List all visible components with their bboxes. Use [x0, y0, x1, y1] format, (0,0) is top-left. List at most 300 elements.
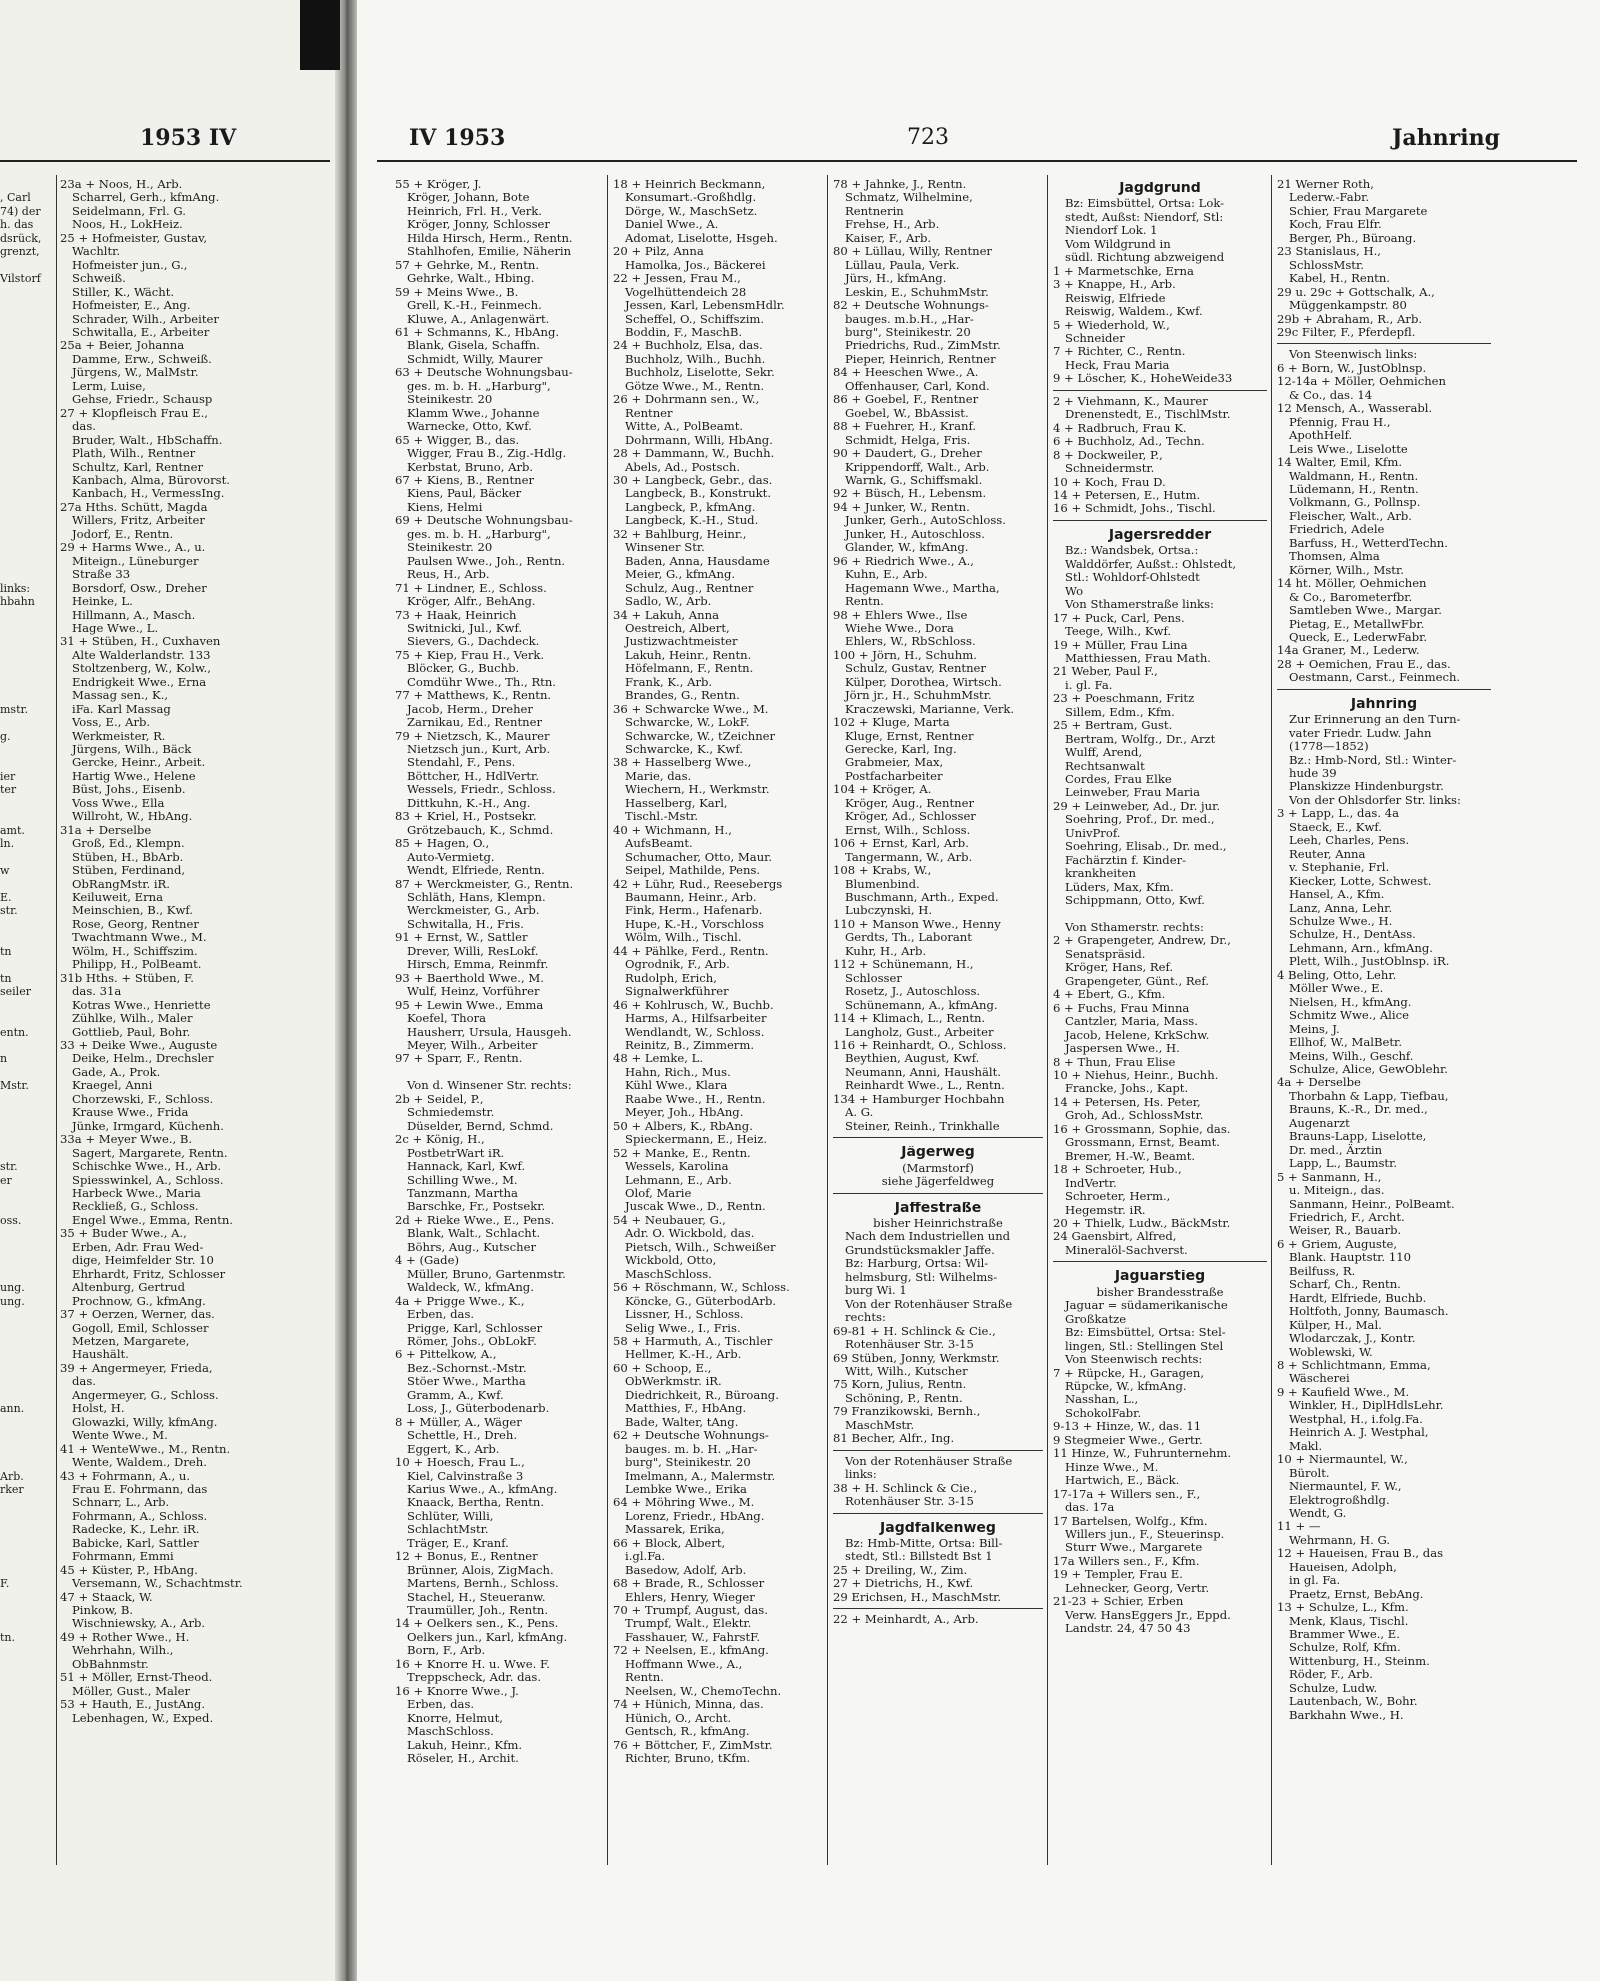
cropped-entry-fragment: tn — [0, 971, 12, 985]
directory-entry: Kuhr, H., Arb. — [845, 944, 927, 958]
directory-entry: 51 + Möller, Ernst-Theod. — [60, 1671, 213, 1685]
directory-entry: Blöcker, G., Buchb. — [407, 662, 520, 676]
directory-entry: Prochnow, G., kfmAng. — [72, 1294, 206, 1308]
directory-entry: 81 Becher, Alfr., Ing. — [833, 1432, 955, 1446]
directory-entry: 17 + Puck, Carl, Pens. — [1053, 611, 1185, 625]
directory-entry: Boddin, F., MaschB. — [625, 325, 743, 339]
cropped-entry-fragment — [0, 1200, 60, 1213]
directory-entry: Stoltzenberg, W., Kolw., — [72, 662, 211, 676]
directory-entry: Lautenbach, W., Bohr. — [1289, 1695, 1418, 1709]
directory-entry: Selig Wwe., I., Fris. — [625, 1321, 741, 1335]
directory-entry: Justizwachtmeister — [625, 635, 738, 649]
cropped-entry-fragment — [0, 716, 60, 729]
directory-entry: ges. m. b. H. „Harburg", — [407, 527, 551, 541]
directory-entry: 53 + Hauth, E., JustAng. — [60, 1698, 206, 1712]
directory-entry: Stendahl, F., Pens. — [407, 756, 516, 770]
directory-entry: Cantzler, Maria, Mass. — [1065, 1015, 1198, 1029]
column-divider — [607, 175, 608, 1865]
directory-entry: v. Stephanie, Frl. — [1289, 861, 1390, 875]
directory-entry: Schwitalla, E., Arbeiter — [72, 325, 210, 339]
directory-entry: Raabe Wwe., H., Rentn. — [625, 1092, 766, 1106]
directory-entry: 6 + Griem, Auguste, — [1277, 1237, 1398, 1251]
directory-entry: Tangermann, W., Arb. — [845, 850, 973, 864]
directory-entry: Engel Wwe., Emma, Rentn. — [72, 1213, 233, 1227]
directory-entry: Hartig Wwe., Helene — [72, 769, 196, 783]
directory-entry: Priedrichs, Rud., ZimMstr. — [845, 339, 1001, 353]
directory-entry: Waldeck, W., kfmAng. — [407, 1281, 534, 1295]
directory-entry: & Co., Barometerfbr. — [1289, 590, 1413, 604]
directory-entry: Lebenhagen, W., Exped. — [72, 1711, 214, 1725]
directory-entry: Großkatze — [1065, 1312, 1127, 1326]
right-header-rule — [377, 160, 1577, 162]
directory-entry: Martens, Bernh., Schloss. — [407, 1577, 559, 1591]
directory-entry: SchlachtMstr. — [407, 1523, 489, 1537]
directory-entry: 82 + Deutsche Wohnungs- — [833, 299, 989, 313]
directory-entry: bauges. m. b. H. „Har- — [625, 1442, 758, 1456]
directory-entry: Bz: Eimsbüttel, Ortsa: Lok- — [1065, 197, 1225, 211]
cropped-entry-fragment — [0, 1564, 60, 1577]
directory-entry: 76 + Böttcher, F., ZimMstr. — [613, 1738, 773, 1752]
directory-entry: Wittenburg, H., Steinm. — [1289, 1654, 1430, 1668]
directory-entry: Jodorf, E., Rentn. — [72, 527, 174, 541]
directory-entry: 11 Hinze, W., Fuhrunternehm. — [1053, 1447, 1231, 1461]
directory-entry: Versemann, W., Schachtmstr. — [72, 1577, 243, 1591]
cropped-entry-fragment: str. — [0, 1160, 18, 1174]
cropped-entry-fragment — [0, 1308, 60, 1321]
directory-entry: Willroht, W., HbAng. — [72, 810, 193, 824]
directory-entry: (1778—1852) — [1289, 740, 1369, 754]
street-subheading: (Marmstorf) — [902, 1161, 974, 1175]
directory-entry: Brünner, Alois, ZigMach. — [407, 1563, 554, 1577]
cropped-entry-fragment — [0, 635, 60, 648]
directory-entry: Meyer, Joh., HbAng. — [625, 1106, 744, 1120]
directory-entry: Menk, Klaus, Tischl. — [1289, 1614, 1409, 1628]
directory-entry: Makl. — [1289, 1439, 1323, 1453]
directory-entry: 36 + Schwarcke Wwe., M. — [613, 702, 769, 716]
directory-entry: 37 + Oerzen, Werner, das. — [60, 1308, 215, 1322]
directory-entry: Daniel Wwe., A. — [625, 218, 719, 232]
cropped-entry-fragment — [0, 1362, 60, 1375]
cropped-entry-fragment — [0, 541, 60, 554]
directory-entry: Haushält. — [72, 1348, 129, 1362]
directory-entry: Von Steenwisch links: — [1289, 348, 1418, 362]
directory-entry: 14 Walter, Emil, Kfm. — [1277, 456, 1402, 470]
directory-entry: Schünemann, A., kfmAng. — [845, 998, 998, 1012]
directory-entry: Bremer, H.-W., Beamt. — [1065, 1149, 1196, 1163]
directory-entry: 27a Hths. Schütt, Magda — [60, 500, 208, 514]
directory-entry: Spieckermann, E., Heiz. — [625, 1133, 768, 1147]
directory-entry: Jessen, Karl, LebensmHdlr. — [625, 299, 785, 313]
directory-entry: Wölm, Wilh., Tischl. — [625, 931, 742, 945]
directory-entry: Grötzebauch, K., Schmd. — [407, 823, 554, 837]
directory-entry: Lanz, Anna, Lehr. — [1289, 901, 1393, 915]
directory-entry: Teege, Wilh., Kwf. — [1065, 625, 1172, 639]
directory-entry: vater Friedr. Ludw. Jahn — [1289, 726, 1432, 740]
directory-entry: iFa. Karl Massag — [72, 702, 171, 716]
directory-entry: Sievers, G., Dachdeck. — [407, 635, 540, 649]
directory-entry: Rudolph, Erich, — [625, 971, 717, 985]
directory-entry: 31a + Derselbe — [60, 823, 152, 837]
column-divider — [1047, 175, 1048, 1865]
directory-entry: 11 + — — [1277, 1520, 1321, 1534]
directory-entry: dige, Heimfelder Str. 10 — [72, 1254, 214, 1268]
directory-entry: 108 + Krabs, W., — [833, 864, 932, 878]
directory-entry: Lederw.-Fabr. — [1289, 191, 1370, 205]
cropped-entry-fragment — [0, 461, 60, 474]
directory-entry: Bertram, Wolfg., Dr., Arzt — [1065, 732, 1216, 746]
directory-entry: 48 + Lemke, L. — [613, 1052, 704, 1066]
directory-entry: 69 + Deutsche Wohnungsbau- — [395, 514, 573, 528]
directory-entry: 62 + Deutsche Wohnungs- — [613, 1429, 769, 1443]
directory-entry: 79 Franzikowski, Bernh., — [833, 1405, 981, 1419]
directory-entry: Böttcher, H., HdlVertr. — [407, 769, 540, 783]
directory-entry: 54 + Neubauer, G., — [613, 1213, 726, 1227]
left-column-divider — [56, 175, 57, 1865]
directory-entry: Hasselberg, Karl, — [625, 796, 728, 810]
street-heading: Jägerweg — [901, 1146, 975, 1160]
street-subheading: siehe Jägerfeldweg — [881, 1175, 995, 1189]
directory-entry: Schmatz, Wilhelmine, — [845, 191, 973, 205]
directory-entry: Senatspräsid. — [1065, 947, 1146, 961]
directory-entry: Bürolt. — [1289, 1466, 1330, 1480]
directory-entry: Reiswig, Waldem., Kwf. — [1065, 305, 1203, 319]
cropped-entry-fragment — [0, 609, 60, 622]
cropped-entry-fragment — [0, 918, 60, 931]
section-separator — [1053, 1261, 1267, 1266]
directory-entry: Kabel, H., Rentn. — [1289, 272, 1390, 286]
directory-entry: Leinweber, Frau Maria — [1065, 786, 1201, 800]
directory-entry: Stüben, Ferdinand, — [72, 864, 186, 878]
directory-entry: 66 + Block, Albert, — [613, 1536, 726, 1550]
directory-entry: stedt, Stl.: Billstedt Bst 1 — [845, 1550, 993, 1564]
directory-entry: Von der Ohlsdorfer Str. links: — [1289, 793, 1461, 807]
directory-entry: Hofmeister, E., Ang. — [72, 299, 191, 313]
directory-entry: Gehrke, Walt., Hbing. — [407, 272, 535, 286]
cropped-entry-fragment — [0, 407, 60, 420]
directory-entry: UnivProf. — [1065, 826, 1121, 840]
directory-entry: burg", Steinikestr. 20 — [625, 1456, 751, 1470]
directory-entry: Barkhahn Wwe., H. — [1289, 1708, 1404, 1722]
directory-entry: Junker, H., Autoschloss. — [845, 527, 985, 541]
directory-entry: Buchholz, Wilh., Buchh. — [625, 352, 766, 366]
cropped-entry-fragment — [0, 447, 60, 460]
directory-entry: Zur Erinnerung an den Turn- — [1289, 713, 1461, 727]
cropped-entry-fragment: Arb. — [0, 1469, 24, 1483]
directory-entry: ObRangMstr. iR. — [72, 877, 170, 891]
directory-entry: Stiller, K., Wächt. — [72, 285, 175, 299]
directory-entry: 100 + Jörn, H., Schuhm. — [833, 648, 977, 662]
directory-entry: 93 + Baerthold Wwe., M. — [395, 971, 544, 985]
directory-entry: Mineralöl-Sachverst. — [1065, 1243, 1188, 1257]
directory-entry: Rosetz, J., Autoschloss. — [845, 985, 981, 999]
directory-entry: SchokolFabr. — [1065, 1406, 1142, 1420]
directory-entry: Drever, Willi, ResLokf. — [407, 944, 539, 958]
cropped-entry-fragment — [0, 1147, 60, 1160]
directory-entry: 91 + Ernst, W., Sattler — [395, 931, 528, 945]
directory-entry: Kühl Wwe., Klara — [625, 1079, 728, 1093]
directory-entry: Miteign., Lüneburger — [72, 554, 199, 568]
cropped-entry-fragment — [0, 1106, 60, 1119]
directory-entry: Wigger, Frau B., Zig.-Hdlg. — [407, 447, 567, 461]
directory-entry: 9 Stegmeier Wwe., Gertr. — [1053, 1433, 1203, 1447]
directory-entry: 4 + (Gade) — [395, 1254, 459, 1268]
directory-entry: 104 + Kröger, A. — [833, 783, 932, 797]
directory-entry: burg Wi. 1 — [845, 1284, 907, 1298]
directory-entry: 12 Mensch, A., Wasserabl. — [1277, 402, 1433, 416]
directory-entry: 25 + Dreiling, W., Zim. — [833, 1563, 968, 1577]
directory-entry: 4 + Ebert, G., Kfm. — [1053, 988, 1166, 1002]
directory-entry: Pietag, E., MetallwFbr. — [1289, 617, 1425, 631]
directory-entry: Rechtsanwalt — [1065, 759, 1145, 773]
directory-entry: Abels, Ad., Postsch. — [625, 460, 741, 474]
directory-entry: Tischl.-Mstr. — [625, 810, 699, 824]
directory-entry: Müggenkampstr. 80 — [1289, 299, 1407, 313]
directory-entry: 39 + Angermeyer, Frieda, — [60, 1361, 213, 1375]
cropped-entry-fragment — [0, 1389, 60, 1402]
directory-entry: 16 + Knorre H. u. Wwe. F. — [395, 1657, 550, 1671]
directory-entry: 47 + Staack, W. — [60, 1590, 153, 1604]
directory-entry: Jacob, Herm., Dreher — [407, 702, 533, 716]
directory-entry: Wessels, Karolina — [625, 1160, 729, 1174]
directory-entry: Barfuss, H., WetterdTechn. — [1289, 536, 1448, 550]
directory-entry: 10 + Niermauntel, W., — [1277, 1453, 1408, 1467]
directory-entry: 67 + Kiens, B., Rentner — [395, 473, 535, 487]
directory-entry: Voss, E., Arb. — [72, 716, 151, 730]
column-divider — [1271, 175, 1272, 1865]
directory-entry: Frehse, H., Arb. — [845, 218, 940, 232]
directory-entry: Waldmann, H., Rentn. — [1289, 469, 1419, 483]
directory-entry: Scheffel, O., Schiffszim. — [625, 312, 765, 326]
directory-entry: Bz: Hmb-Mitte, Ortsa: Bill- — [845, 1536, 1003, 1550]
directory-entry: helmsburg, Stl: Wilhelms- — [845, 1270, 998, 1284]
cropped-entry-fragment — [0, 380, 60, 393]
directory-entry: Lakuh, Heinr., Rentn. — [625, 648, 752, 662]
street-heading: Jagdgrund — [1119, 182, 1201, 196]
directory-entry: Jaguar = südamerikanische — [1065, 1299, 1228, 1313]
directory-entry: Augenarzt — [1289, 1116, 1350, 1130]
cropped-entry-fragment: ann. — [0, 1402, 25, 1416]
directory-entry: Kröger, Jonny, Schlosser — [407, 218, 550, 232]
directory-entry: Radecke, K., Lehr. iR. — [72, 1523, 200, 1537]
directory-entry: Wickbold, Otto, — [625, 1254, 717, 1268]
directory-entry: Altenburg, Gertrud — [72, 1281, 186, 1295]
directory-entry: Blank, Walt., Schlacht. — [407, 1227, 541, 1241]
directory-entry: 24 + Buchholz, Elsa, das. — [613, 339, 763, 353]
directory-entry: Pietsch, Wilh., Schweißer — [625, 1240, 776, 1254]
directory-entry: Brauns, K.-R., Dr. med., — [1289, 1103, 1428, 1117]
directory-entry: Soehring, Prof., Dr. med., — [1065, 813, 1215, 827]
directory-entry: Meins, Wilh., Geschf. — [1289, 1049, 1414, 1063]
directory-entry: 17 Bartelsen, Wolfg., Kfm. — [1053, 1514, 1208, 1528]
directory-entry: 9-13 + Hinze, W., das. 11 — [1053, 1420, 1202, 1434]
directory-entry: Buschmann, Arth., Exped. — [845, 891, 999, 905]
directory-entry: MaschSchloss. — [407, 1725, 494, 1739]
directory-entry: Trumpf, Walt., Elektr. — [625, 1617, 752, 1631]
directory-entry: Nielsen, H., kfmAng. — [1289, 995, 1412, 1009]
directory-entry: 86 + Goebel, F., Rentner — [833, 393, 979, 407]
directory-entry: Wehrhahn, Wilh., — [72, 1644, 174, 1658]
directory-entry: Gogoll, Emil, Schlosser — [72, 1321, 209, 1335]
directory-entry: Dittkuhn, K.-H., Ang. — [407, 796, 531, 810]
directory-entry: Scharrel, Gerh., kfmAng. — [72, 191, 220, 205]
directory-entry: Thomsen, Alma — [1289, 550, 1380, 564]
directory-entry: Blank, Gisela, Schaffn. — [407, 339, 540, 353]
cropped-entry-fragment — [0, 1254, 60, 1267]
directory-entry: Samtleben Wwe., Margar. — [1289, 604, 1442, 618]
directory-entry: Marie, das. — [625, 769, 692, 783]
column-1 — [395, 178, 603, 1765]
directory-entry: Richter, Bruno, tKfm. — [625, 1752, 751, 1766]
cropped-entry-fragment — [0, 1375, 60, 1388]
directory-entry: Oelkers jun., Karl, kfmAng. — [407, 1630, 568, 1644]
book-gutter — [335, 0, 357, 1981]
directory-entry: Heinrich, Frl. H., Verk. — [407, 204, 542, 218]
directory-entry: Westphal, H., i.folg.Fa. — [1289, 1412, 1423, 1426]
cropped-entry-fragment — [0, 178, 60, 191]
cropped-entry-fragment — [0, 353, 60, 366]
directory-entry: Schneidermstr. — [1065, 462, 1155, 476]
directory-entry: 43 + Fohrmann, A., u. — [60, 1469, 191, 1483]
directory-entry: Prigge, Karl, Schlosser — [407, 1321, 543, 1335]
directory-entry: Möller, Gust., Maler — [72, 1684, 191, 1698]
directory-entry: Gade, A., Prok. — [72, 1065, 161, 1079]
directory-entry: Grell, K.-H., Feinmech. — [407, 299, 542, 313]
directory-entry: Soehring, Elisab., Dr. med., — [1065, 840, 1227, 854]
directory-entry: Wendlandt, W., Schloss. — [625, 1025, 765, 1039]
directory-entry: Haueisen, Adolph, — [1289, 1560, 1397, 1574]
directory-entry: 16 + Schmidt, Johs., Tischl. — [1053, 502, 1216, 516]
directory-entry: Kröger, Ad., Schlosser — [845, 810, 976, 824]
directory-entry: Kluge, Ernst, Rentner — [845, 729, 974, 743]
directory-entry: 52 + Manke, E., Rentn. — [613, 1146, 751, 1160]
directory-entry: Kuhn, E., Arb. — [845, 568, 928, 582]
directory-entry: Rentnerin — [845, 204, 904, 218]
directory-entry: Stahlhofen, Emilie, Näherin — [407, 245, 572, 259]
directory-entry: Twachtmann Wwe., M. — [72, 931, 207, 945]
directory-entry: 83 + Kriel, H., Postsekr. — [395, 810, 537, 824]
cropped-entry-fragment: F. — [0, 1577, 10, 1591]
directory-entry: Bz.: Wandsbek, Ortsa.: — [1065, 544, 1199, 558]
directory-entry: 77 + Matthews, K., Rentn. — [395, 689, 552, 703]
directory-entry: Friedrich, Adele — [1289, 523, 1385, 537]
directory-entry: Brandes, G., Rentn. — [625, 689, 740, 703]
directory-entry: 96 + Riedrich Wwe., A., — [833, 554, 974, 568]
street-heading: Jagersredder — [1108, 528, 1212, 543]
directory-entry: Born, F., Arb. — [407, 1644, 486, 1658]
directory-entry: Adomat, Liselotte, Hsgeh. — [625, 231, 778, 245]
directory-entry: 6 + Born, W., JustOblnsp. — [1277, 361, 1427, 375]
directory-entry: 80 + Lüllau, Willy, Rentner — [833, 245, 992, 259]
directory-entry: 17-17a + Willers sen., F., — [1053, 1487, 1201, 1501]
directory-entry: 70 + Trumpf, August, das. — [613, 1604, 768, 1618]
directory-entry: Schwarcke, W., tZeichner — [625, 729, 776, 743]
directory-entry: 64 + Möhring Wwe., M. — [613, 1496, 755, 1510]
directory-entry: Ernst, Wilh., Schloss. — [845, 823, 971, 837]
directory-entry: Rentn. — [625, 1671, 664, 1685]
directory-entry: 45 + Küster, P., HbAng. — [60, 1563, 198, 1577]
directory-entry: Schier, Frau Margarete — [1289, 204, 1428, 218]
directory-entry: Römer, Johs., ObLokF. — [407, 1334, 537, 1348]
directory-entry: Schulz, Gustav, Rentner — [845, 662, 986, 676]
directory-entry: Schmitz Wwe., Alice — [1289, 1009, 1409, 1023]
directory-entry: 2 + Viehmann, K., Maurer — [1053, 394, 1208, 408]
directory-entry: Erben, das. — [407, 1698, 475, 1712]
directory-entry: Bez.-Schornst.-Mstr. — [407, 1361, 527, 1375]
directory-entry: Schwarcke, K., Kwf. — [625, 743, 743, 757]
directory-entry: 97 + Sparr, F., Rentn. — [395, 1052, 523, 1066]
directory-entry: Weiser, R., Bauarb. — [1289, 1224, 1402, 1238]
directory-entry: 4 Beling, Otto, Lehr. — [1277, 968, 1397, 982]
cropped-entry-fragment — [0, 420, 60, 433]
directory-entry: Schwarcke, W., LokF. — [625, 716, 750, 730]
directory-entry: 34 + Lakuh, Anna — [613, 608, 719, 622]
cropped-entry-fragment — [0, 1429, 60, 1442]
directory-entry: PostbetrWart iR. — [407, 1146, 505, 1160]
directory-entry: Körner, Wilh., Mstr. — [1289, 563, 1404, 577]
directory-entry: 88 + Fuehrer, H., Kranf. — [833, 420, 977, 434]
directory-entry: 21 Weber, Paul F., — [1053, 665, 1158, 679]
directory-entry: 114 + Klimach, L., Rentn. — [833, 1012, 986, 1026]
directory-entry: 4a + Prigge Wwe., K., — [395, 1294, 525, 1308]
directory-entry: 10 + Koch, Frau D. — [1053, 475, 1166, 489]
directory-entry: Fasshauer, W., FahrstF. — [625, 1630, 761, 1644]
cropped-entry-fragment: ung. — [0, 1281, 25, 1295]
directory-entry: Bz: Eimsbüttel, Ortsa: Stel- — [1065, 1326, 1226, 1340]
directory-entry: Winsener Str. — [625, 541, 705, 555]
directory-entry: 18 + Heinrich Beckmann, — [613, 178, 766, 191]
directory-entry: Lorenz, Friedr., HbAng. — [625, 1509, 765, 1523]
directory-entry: Hoffmann Wwe., A., — [625, 1657, 743, 1671]
directory-entry: Paulsen Wwe., Joh., Rentn. — [407, 554, 566, 568]
directory-entry: Lüdemann, H., Rentn. — [1289, 482, 1419, 496]
directory-entry: Elektrogroßhdlg. — [1289, 1493, 1390, 1507]
directory-entry: Fachärztin f. Kinder- — [1065, 853, 1187, 867]
directory-entry: Harbeck Wwe., Maria — [72, 1186, 201, 1200]
directory-entry: Lembke Wwe., Erika — [625, 1482, 747, 1496]
directory-entry: das. 31a — [72, 985, 122, 999]
directory-entry — [395, 1066, 603, 1079]
directory-entry: 23a + Noos, H., Arb. — [60, 178, 183, 191]
directory-entry: 112 + Schünemann, H., — [833, 958, 974, 972]
directory-entry: Hartwich, E., Bäck. — [1065, 1474, 1180, 1488]
directory-entry: Dr. med., Ärztin — [1289, 1143, 1383, 1157]
directory-entry: Schulze, Rolf, Kfm. — [1289, 1641, 1401, 1655]
cropped-entry-fragment — [0, 931, 60, 944]
directory-entry: Schweiß. — [72, 272, 126, 286]
directory-entry: Schulze Wwe., H. — [1289, 915, 1393, 929]
directory-entry: Stüben, H., BbArb. — [72, 850, 184, 864]
directory-entry: Stöer Wwe., Martha — [407, 1375, 526, 1389]
directory-entry: 25 + Bertram, Gust. — [1053, 719, 1173, 733]
directory-entry: Eggert, K., Arb. — [407, 1442, 500, 1456]
directory-entry: Von d. Winsener Str. rechts: — [407, 1079, 572, 1093]
directory-entry: Loss, J., Güterbodenarb. — [407, 1402, 550, 1416]
directory-entry: Kröger, Johann, Bote — [407, 191, 530, 205]
street-heading: Jahnring — [1350, 697, 1418, 712]
directory-entry: Schilling Wwe., M. — [407, 1173, 518, 1187]
directory-entry: Lapp, L., Baumstr. — [1289, 1157, 1398, 1171]
directory-entry: Groh, Ad., SchlossMstr. — [1065, 1109, 1204, 1123]
directory-entry: Lissner, H., Schloss. — [625, 1308, 744, 1322]
directory-entry: lingen, Stl.: Stellingen Stel — [1065, 1339, 1224, 1353]
directory-entry: 17a Willers sen., F., Kfm. — [1053, 1554, 1200, 1568]
directory-entry: 69 Stüben, Jonny, Werkmstr. — [833, 1351, 1000, 1365]
directory-entry: ApothHelf. — [1289, 429, 1353, 443]
directory-entry: Goebel, W., BbAssist. — [845, 406, 969, 420]
cropped-entry-fragment: er — [0, 1173, 12, 1187]
directory-entry: Kraczewski, Marianne, Verk. — [845, 702, 1015, 716]
cropped-entry-fragment: ier — [0, 769, 16, 783]
